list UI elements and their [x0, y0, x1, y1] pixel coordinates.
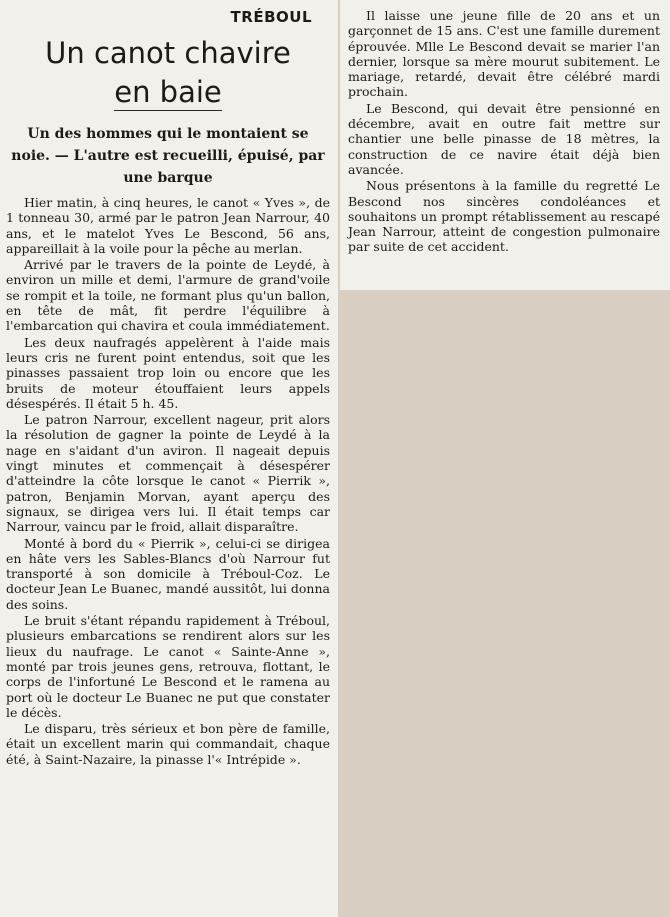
- headline: [6, 34, 330, 123]
- body-paragraph: Arrivé par le travers de la pointe de Leydé, à environ un mille et demi, l'armure de grand'voile se rompit et la toile, ne formant plus qu'un ballon, en tête de mât, fit perdre l'équilibre à l'embarcation qui chavira et coula immédiatement.: [6, 257, 330, 334]
- continuation-paragraph: Le Bescond, qui devait être pensionné en décembre, avait en outre fait mettre sur chantier une belle pinasse de 18 mètres, la construction de ce navire était déjà bien avancée.: [348, 100, 660, 177]
- article-body: [6, 195, 330, 767]
- article-right-column: [340, 0, 670, 290]
- continuation-paragraph: Il laisse une jeune fille de 20 ans et un garçonnet de 15 ans. C'est une famille durement éprouvée. Mlle Le Bescond devait se marier l'an dernier, lorsque sa mère mourut subitement. Le mariage, retardé, devait être célébré mardi prochain.: [348, 8, 660, 100]
- headline-line-2: en baie: [114, 75, 222, 109]
- body-paragraph: Les deux naufragés appelèrent à l'aide mais leurs cris ne furent point entendus, soit que les pinasses passaient trop loin ou encore que les bruits de moteur étouffaient leurs appels désespérés. Il était 5 h. 45.: [6, 334, 330, 411]
- body-paragraph: Le bruit s'étant répandu rapidement à Tréboul, plusieurs embarcations se rendirent alors sur les lieux du naufrage. Le canot « Sainte-Anne », monté par trois jeunes gens, retrouva, flottant, le corps de l'infortuné Le Bescond et le ramena au port où le docteur Le Buanec ne put que constater le décès.: [6, 613, 330, 720]
- body-paragraph: Le patron Narrour, excellent nageur, prit alors la résolution de gagner la pointe de Leydé à la nage en s'aidant d'un aviron. Il nageait depuis vingt minutes et commençait à désespérer d'atteindre la côte lorsque le canot « Pierrik », patron, Benjamin Morvan, ayant aperçu des signaux, se dirigea vers lui. Il était temps car Narrour, vaincu par le froid, allait disparaître.: [6, 412, 330, 535]
- subheadline: Un des hommes qui le montaient se noie. — L'autre est recueilli, épuisé, par une barque: [11, 126, 325, 186]
- body-paragraph: Le disparu, très sérieux et bon père de famille, était un excellent marin qui commandait, chaque été, à Saint-Nazaire, la pinasse l'« Intrépide ».: [6, 721, 330, 767]
- dateline: TRÉBOUL: [230, 8, 312, 26]
- continuation-paragraph: Nous présentons à la famille du regretté Le Bescond nos sincères condoléances et souhaitons un prompt rétablissement au rescapé Jean Narrour, atteint de congestion pulmonaire par suite de cet accident.: [348, 178, 660, 255]
- body-paragraph: Monté à bord du « Pierrik », celui-ci se dirigea en hâte vers les Sables-Blancs d'où Narrour fut transporté à son domicile à Tréboul-Coz. Le docteur Jean Le Buanec, mandé aussitôt, lui donna des soins.: [6, 535, 330, 612]
- article-continuation: [348, 8, 660, 255]
- headline-line-1: Un canot chavire: [45, 36, 291, 70]
- body-paragraph: Hier matin, à cinq heures, le canot « Yves », de 1 tonneau 30, armé par le patron Jean Narrour, 40 ans, et le matelot Yves Le Bescond, 56 ans, appareillait à la voile pour la pêche au merlan.: [6, 195, 330, 256]
